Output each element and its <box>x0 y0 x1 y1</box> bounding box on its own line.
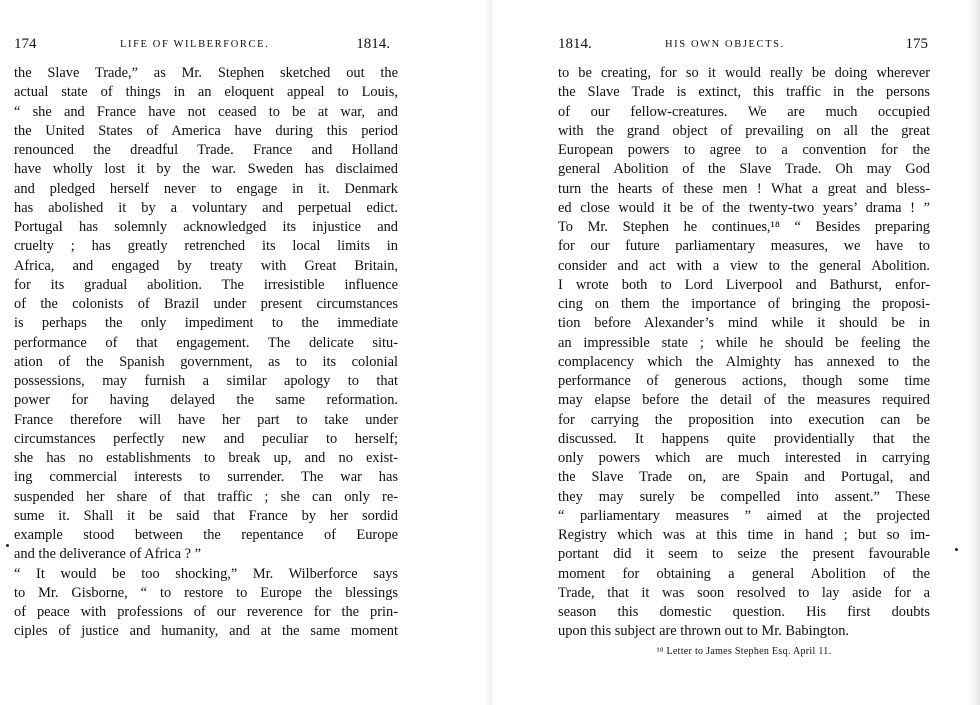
text-line: to Mr. Gisborne, “ to restore to Europe the blessings <box>14 584 398 601</box>
left-page-year: 1814. <box>356 36 390 52</box>
text-line: may elapse before the detail of the measures required <box>558 392 930 409</box>
text-line: cruelty ; has greatly retrenched its local limits in <box>14 238 398 255</box>
text-line: discussed. It happens quite providentially that the <box>558 430 930 447</box>
print-speck <box>6 544 9 547</box>
text-line: performance of that engagement. The delicate situ- <box>14 334 398 351</box>
right-page <box>490 0 980 705</box>
text-line: with the grand object of prevailing on all the great <box>558 122 930 139</box>
right-page-year: 1814. <box>558 36 592 52</box>
text-line: sume it. Shall it be said that France by her sordid <box>14 507 398 524</box>
text-line: an impressible state ; while he should be feeling the <box>558 334 930 351</box>
left-page-header <box>14 36 390 58</box>
left-running-head: LIFE OF WILBERFORCE. <box>120 39 270 50</box>
text-line: the United States of America have during this period <box>14 122 398 139</box>
text-line: for carrying the proposition into execution can be <box>558 411 930 428</box>
text-line: season this domestic question. His first doubts <box>558 604 930 620</box>
text-line: is perhaps the only impediment to the immediate <box>14 315 398 332</box>
text-line: and the deliverance of Africa ? ” <box>14 546 201 563</box>
text-line: for our future parliamentary measures, we have to <box>558 238 930 255</box>
text-line: of our fellow-creatures. We are much occupied <box>558 103 930 120</box>
text-line: “ It would be too shocking,” Mr. Wilberforce says <box>14 565 398 582</box>
text-line: turn the hearts of these men ! What a great and bless- <box>558 180 930 197</box>
text-line: actual state of things in an eloquent appeal to Louis, <box>14 84 398 101</box>
text-line: ed close would it be of the twenty-two years’ drama ! ” <box>558 199 930 216</box>
text-line: Africa, and engaged by treaty with Great Britain, <box>14 257 398 274</box>
right-running-head: HIS OWN OBJECTS. <box>665 39 785 50</box>
text-line: general Abolition of the Slave Trade. Oh may God <box>558 161 930 178</box>
text-line: complacency which the Almighty has annexed to the <box>558 353 930 370</box>
right-page-body <box>558 64 930 642</box>
text-line: portant did it seem to seize the present favourable <box>558 546 930 563</box>
text-line: renounced the dreadful Trade. France and Holland <box>14 142 398 158</box>
text-line: upon this subject are thrown out to Mr. Babington. <box>558 623 849 640</box>
text-line: power for having delayed the same reformation. <box>14 392 398 409</box>
text-line: to be creating, for so it would really be doing wherever <box>558 65 930 81</box>
text-line: Registry which was at this time in hand ; but so im- <box>558 527 930 543</box>
text-line: circumstances perfectly new and peculiar to herself; <box>14 430 398 447</box>
text-line: ing commercial interests to surrender. The war has <box>14 469 398 486</box>
footnote: ¹⁸ Letter to James Stephen Esq. April 11. <box>656 646 832 657</box>
print-speck <box>955 548 958 551</box>
text-line: tion before Alexander’s mind while it should be in <box>558 315 930 332</box>
text-line: of the colonists of Brazil under present circumstances <box>14 296 398 312</box>
text-line: they may surely be compelled into assent.” These <box>558 488 930 505</box>
text-line: the Slave Trade is extinct, this traffic in the persons <box>558 84 930 101</box>
text-line: To Mr. Stephen he continues,¹⁸ “ Besides preparing <box>558 219 930 235</box>
text-line: of peace with professions of our reverence for the prin- <box>14 604 398 620</box>
text-line: the Slave Trade on, are Spain and Portugal, and <box>558 469 930 486</box>
text-line: example stood between the repentance of Europe <box>14 527 398 543</box>
text-line: moment for obtaining a general Abolition of the <box>558 565 930 582</box>
text-line: France therefore will have her part to take under <box>14 411 398 428</box>
right-page-number: 175 <box>905 36 928 52</box>
text-line: has abolished it by a voluntary and perpetual edict. <box>14 199 398 216</box>
text-line: cing on them the importance of bringing the proposi- <box>558 296 930 312</box>
left-page-body <box>14 64 398 642</box>
text-line: for its gradual abolition. The irresistible influence <box>14 276 398 293</box>
text-line: ciples of justice and humanity, and at the same moment <box>14 623 398 640</box>
text-line: “ parliamentary measures ” aimed at the projected <box>558 507 930 524</box>
text-line: “ she and France have not ceased to be at war, and <box>14 103 398 120</box>
text-line: ation of the Spanish government, as to its colonial <box>14 353 398 370</box>
text-line: suspended her share of that traffic ; she can only re- <box>14 488 398 505</box>
text-line: I wrote both to Lord Liverpool and Bathurst, enfor- <box>558 276 930 293</box>
text-line: performance of generous actions, though some time <box>558 373 930 389</box>
text-line: possessions, may furnish a similar apology to that <box>14 373 398 389</box>
text-line: she has no establishments to break up, and no exist- <box>14 450 398 466</box>
text-line: only powers which are much interested in carrying <box>558 450 930 466</box>
text-line: European powers to agree to a convention for the <box>558 142 930 158</box>
text-line: have wholly lost it by the war. Sweden has disclaimed <box>14 161 398 178</box>
right-page-header <box>558 36 928 58</box>
text-line: and pledged herself never to engage in it. Denmark <box>14 180 398 197</box>
text-line: Trade, that it was soon resolved to lay aside for a <box>558 584 930 601</box>
text-line: Portugal has solemnly acknowledged its injustice and <box>14 219 398 235</box>
text-line: consider and act with a view to the general Abolition. <box>558 257 930 274</box>
left-page-number: 174 <box>14 36 37 52</box>
text-line: the Slave Trade,” as Mr. Stephen sketched out the <box>14 65 398 81</box>
